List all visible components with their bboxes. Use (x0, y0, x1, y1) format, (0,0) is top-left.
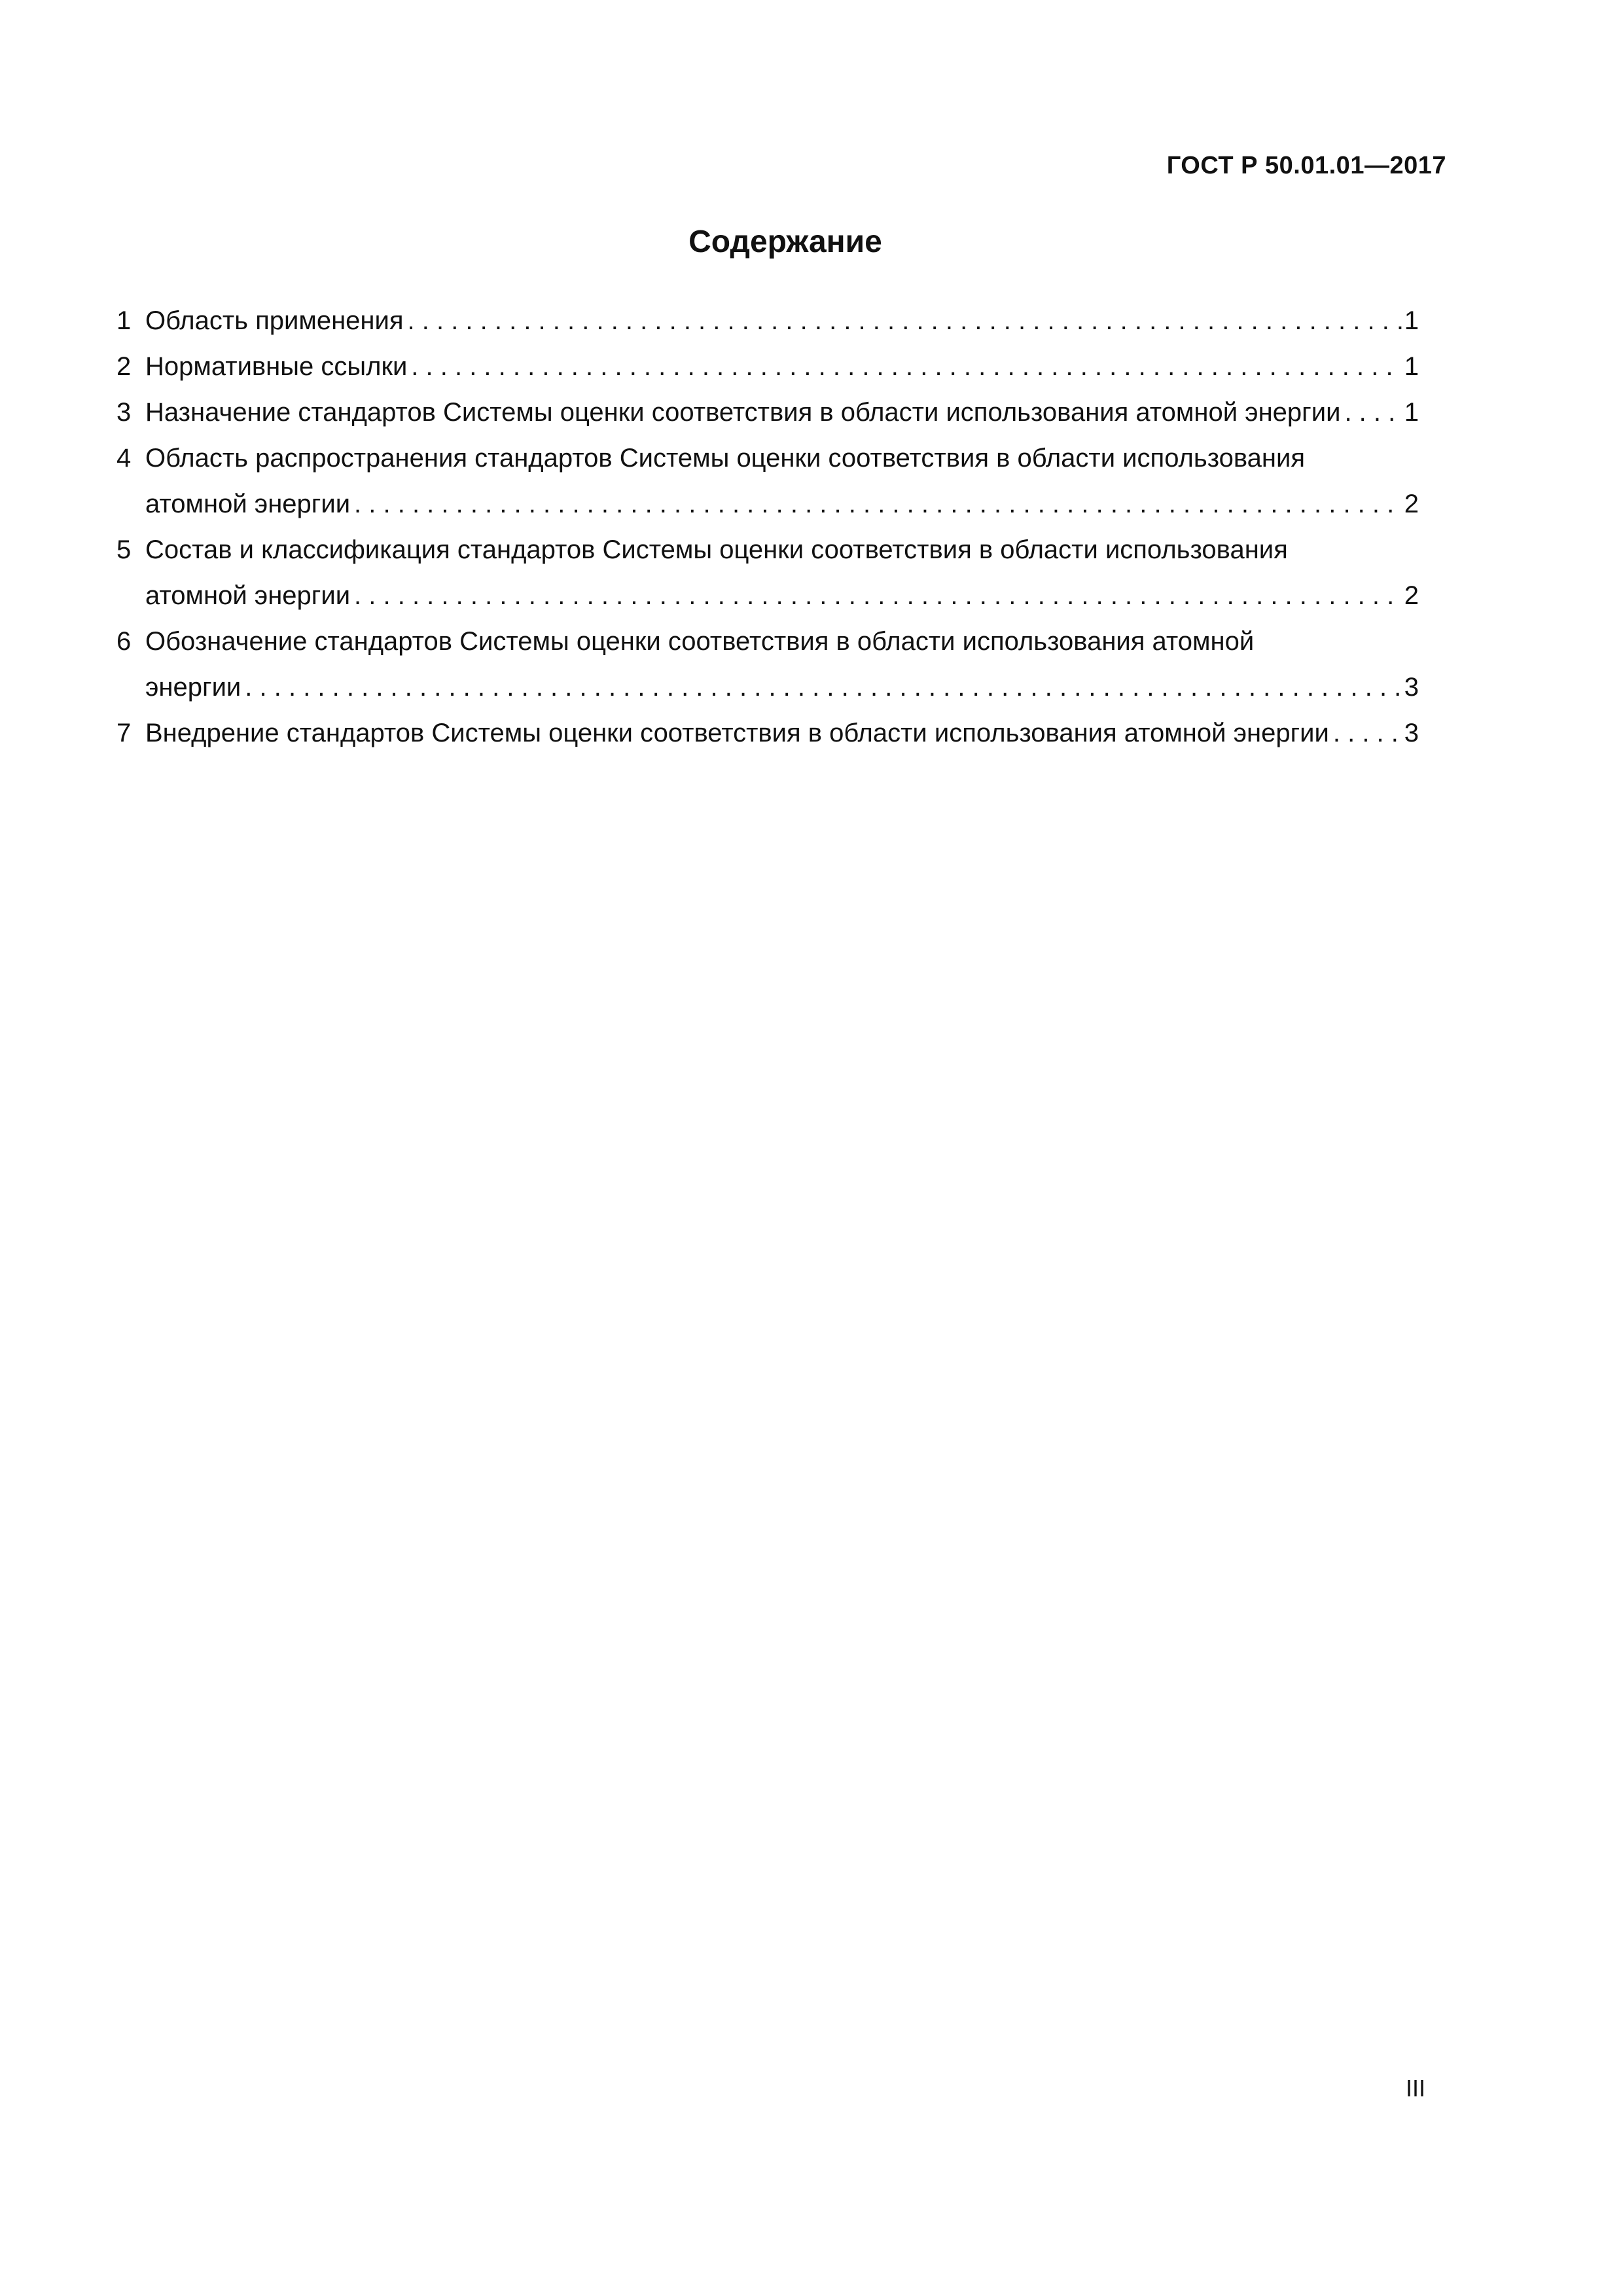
toc-entry-number: 6 (116, 627, 132, 656)
toc-entry-title: Внедрение стандартов Системы оценки соответствия в области использования атомной энергии (145, 719, 1329, 747)
toc-entry-page: 2 (1404, 490, 1419, 518)
toc-entry-7[interactable] (116, 710, 1419, 756)
dot-leader (411, 344, 1401, 389)
toc-entry-page: 1 (1404, 398, 1419, 427)
toc-entry-title: Состав и классификация стандартов Системы оценки соответствия в области использования (145, 535, 1288, 564)
toc-entry-page: 2 (1404, 581, 1419, 610)
toc-entry-title: Назначение стандартов Системы оценки соответствия в области использования атомной энергии (145, 398, 1341, 427)
toc-entry-number: 1 (116, 306, 132, 335)
page-number: III (1405, 2075, 1425, 2102)
dot-leader (354, 573, 1402, 619)
toc-entry-title-continued: энергии (145, 673, 241, 702)
toc-entry-1[interactable] (116, 298, 1419, 344)
dot-leader (354, 481, 1402, 527)
toc-entry-title-continued: атомной энергии (145, 490, 351, 518)
toc-entry-page: 3 (1404, 719, 1419, 747)
toc-entry-2[interactable] (116, 344, 1419, 389)
toc-entry-number: 3 (116, 398, 132, 427)
toc-entry-title: Область применения (145, 306, 404, 335)
toc-entry-4[interactable] (116, 435, 1419, 527)
toc-entry-page: 3 (1404, 673, 1419, 702)
toc-entry-title-continued: атомной энергии (145, 581, 351, 610)
toc-entry-title: Нормативные ссылки (145, 352, 408, 381)
toc-entry-number: 7 (116, 719, 132, 747)
dot-leader (1333, 710, 1402, 756)
dot-leader (408, 298, 1402, 344)
toc-entry-5[interactable] (116, 527, 1419, 619)
toc-entry-number: 5 (116, 535, 132, 564)
toc-entry-title: Обозначение стандартов Системы оценки соответствия в области использования атомной (145, 627, 1255, 656)
dot-leader (245, 664, 1401, 710)
toc-entry-number: 2 (116, 352, 132, 381)
toc-title: Содержание (688, 224, 882, 259)
document-code: ГОСТ Р 50.01.01—2017 (1166, 152, 1446, 179)
dot-leader (1344, 389, 1401, 435)
toc-entry-page: 1 (1404, 352, 1419, 381)
table-of-contents (116, 298, 1419, 756)
toc-entry-number: 4 (116, 444, 132, 473)
toc-entry-6[interactable] (116, 619, 1419, 710)
toc-entry-3[interactable] (116, 389, 1419, 435)
toc-entry-page: 1 (1404, 306, 1419, 335)
toc-entry-title: Область распространения стандартов Системы оценки соответствия в области использования (145, 444, 1306, 473)
